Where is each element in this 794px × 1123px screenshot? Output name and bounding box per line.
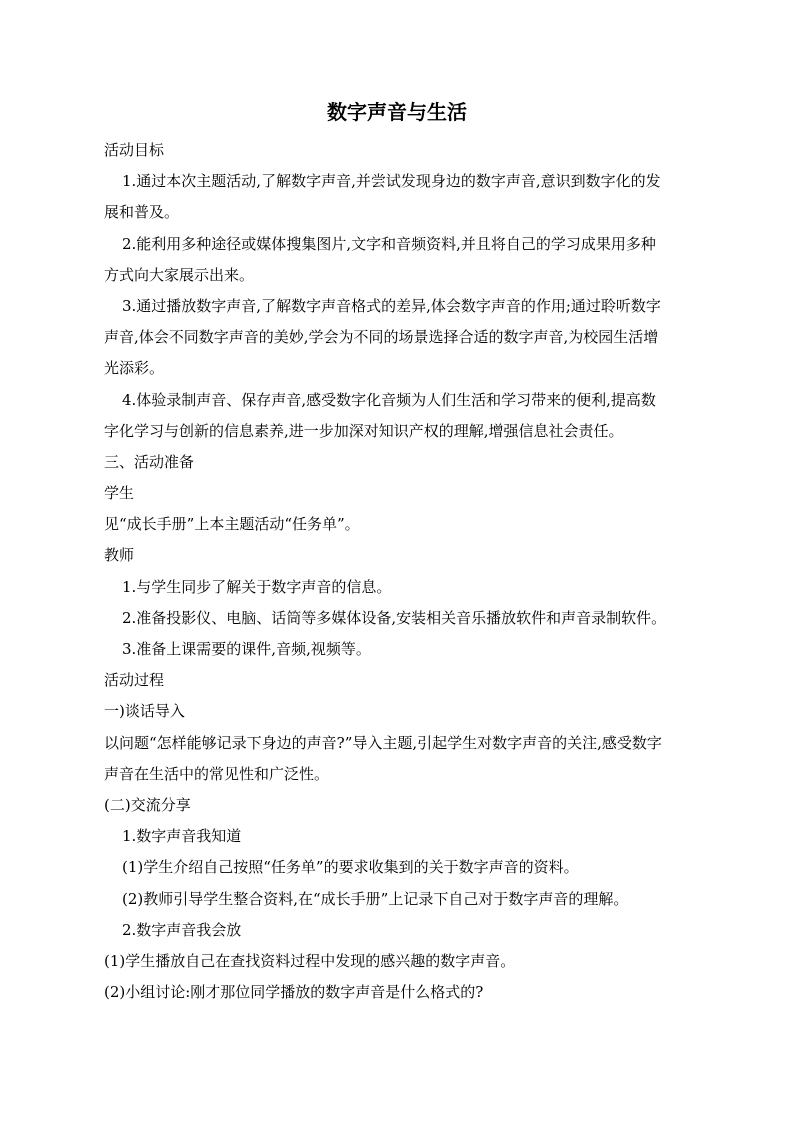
text-line: 学生 [104,484,135,503]
text-line: 见“成长手册”上本主题活动“任务单”。 [104,515,360,534]
text-line: 活动过程 [104,671,165,690]
text-line: (2)教师引导学生整合资料,在“成长手册”上记录下自己对于数字声音的理解。 [122,889,629,908]
text-line: 方式向大家展示出来。 [104,265,255,284]
text-line: 2.能利用多种途径或媒体搜集图片,文字和音频资料,并且将自己的学习成果用多种 [122,234,656,253]
text-line: (1)学生介绍自己按照“任务单”的要求收集到的关于数字声音的资料。 [122,858,579,877]
text-line: 1.通过本次主题活动,了解数字声音,并尝试发现身边的数字声音,意识到数字化的发 [122,172,661,191]
text-line: 3.准备上课需要的课件,音频,视频等。 [122,640,371,658]
document-title: 数字声音与生活 [327,100,467,124]
text-line: 活动目标 [104,141,165,159]
text-line: 1.与学生同步了解关于数字声音的信息。 [122,577,392,596]
text-line: 声音在生活中的常见性和广泛性。 [104,764,330,783]
text-line: 3.通过播放数字声音,了解数字声音格式的差异,体会数字声音的作用;通过聆听数字 [122,296,661,315]
text-line: 2.准备投影仪、电脑、话筒等多媒体设备,安装相关音乐播放软件和声音录制软件。 [122,608,667,627]
text-line: 光添彩。 [104,359,165,378]
text-line: 教师 [104,546,135,565]
text-line: 以问题“怎样能够记录下身边的声音?”导入主题,引起学生对数字声音的关注,感受数字 [104,733,662,752]
text-line: (1)学生播放自己在查找资料过程中发现的感兴趣的数字声音。 [104,951,516,970]
text-line: (2)小组讨论:刚才那位同学播放的数字声音是什么格式的? [104,983,484,1002]
text-line: 1.数字声音我知道 [122,827,242,846]
text-line: (二)交流分享 [104,795,191,814]
text-line: 一)谈话导入 [104,702,185,721]
text-line: 字化学习与创新的信息素养,进一步加深对知识产权的理解,增强信息社会责任。 [104,421,624,440]
text-line: 2.数字声音我会放 [122,920,242,939]
document-body [104,135,714,1008]
text-line: 声音,体会不同数字声音的美妙,学会为不同的场景选择合适的数字声音,为校园生活增 [104,328,659,347]
text-line: 展和普及。 [104,203,180,222]
text-line: 三、活动准备 [104,452,195,471]
text-line: 4.体验录制声音、保存声音,感受数字化音频为人们生活和学习带来的便利,提高数 [122,390,656,409]
